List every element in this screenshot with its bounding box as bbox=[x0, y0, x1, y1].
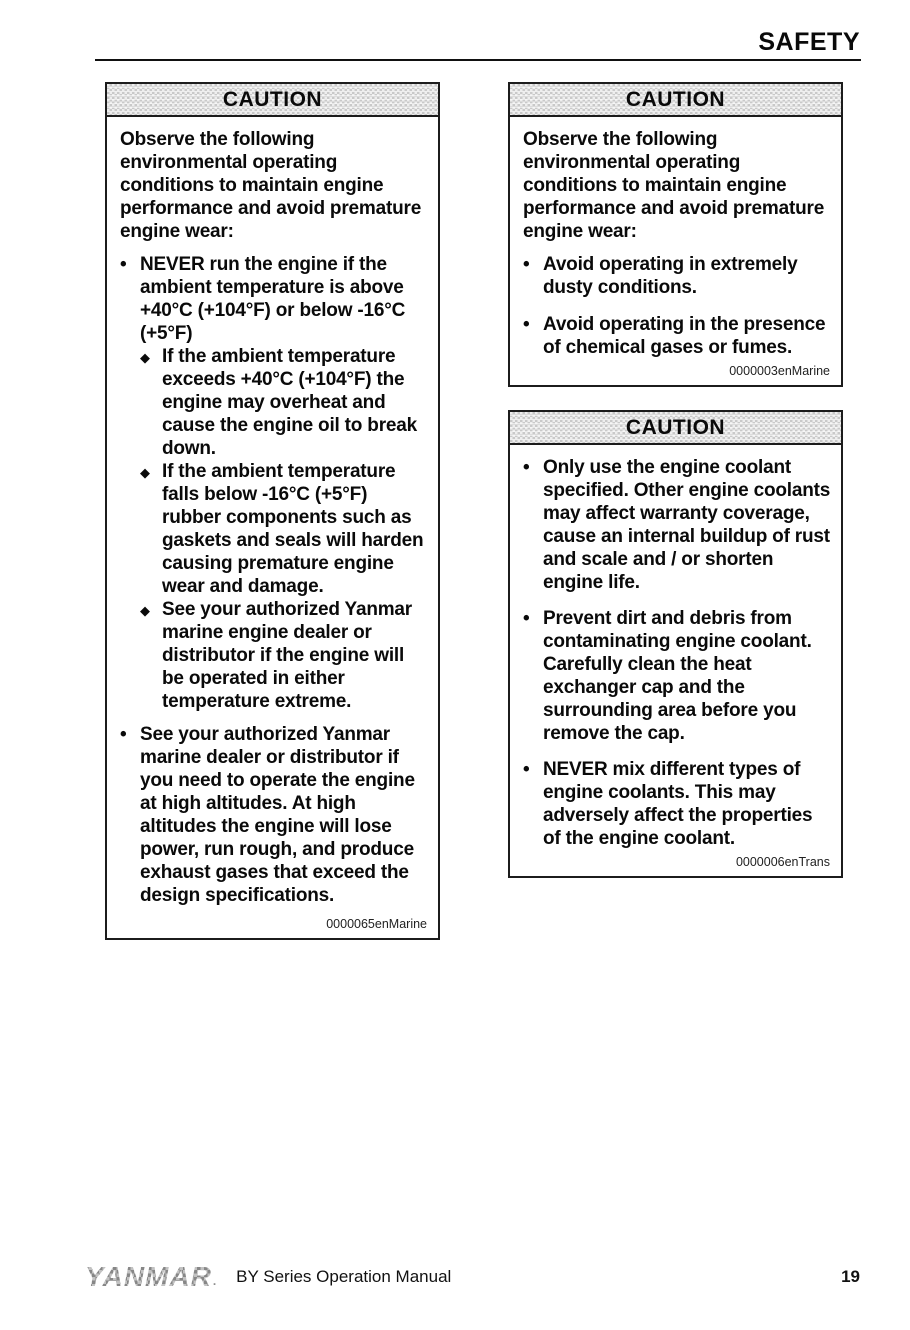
bullet-item bbox=[523, 313, 833, 359]
sub-bullet-item bbox=[140, 460, 430, 598]
diamond-bullet-icon: ◆ bbox=[140, 465, 150, 480]
diamond-bullet-icon: ◆ bbox=[140, 603, 150, 618]
bullet-icon: • bbox=[120, 724, 127, 745]
caution-header bbox=[510, 84, 841, 117]
caution-intro: Observe the following environmental operating conditions to maintain engine performance and avoid premature engine wear: bbox=[523, 129, 825, 242]
bullet-icon: • bbox=[523, 314, 530, 335]
page-footer bbox=[85, 1263, 860, 1291]
caution-body bbox=[510, 117, 841, 385]
document-code: 0000065enMarine bbox=[326, 917, 427, 931]
bullet-icon: • bbox=[120, 254, 127, 275]
caution-title: CAUTION bbox=[625, 87, 726, 111]
sub-bullet-text: See your authorized Yanmar marine engine dealer or distributor if the engine will be operated in either temperature extreme. bbox=[162, 599, 412, 712]
left-column bbox=[105, 82, 440, 963]
caution-intro: Observe the following environmental operating conditions to maintain engine performance and avoid premature engine wear: bbox=[120, 129, 422, 242]
caution-title: CAUTION bbox=[222, 87, 323, 111]
caution-box-coolant bbox=[508, 410, 843, 878]
bullet-text: Avoid operating in extremely dusty conditions. bbox=[543, 254, 798, 298]
sub-bullet-text: If the ambient temperature exceeds +40°C (+104°F) the engine may overheat and cause the engine oil to break down. bbox=[162, 346, 417, 459]
sub-bullet-item bbox=[140, 345, 430, 460]
bullet-text: Prevent dirt and debris from contaminating engine coolant. Carefully clean the heat exchanger cap and the surrounding area before you remove the cap. bbox=[543, 608, 812, 744]
bullet-item bbox=[523, 758, 833, 850]
sub-bullet-item bbox=[140, 598, 430, 713]
bullet-item bbox=[523, 456, 833, 594]
sub-bullet-text: If the ambient temperature falls below -16°C (+5°F) rubber components such as gaskets and seals will harden causing premature engine wear and damage. bbox=[162, 461, 424, 597]
document-code: 0000003enMarine bbox=[729, 364, 830, 378]
caution-header bbox=[107, 84, 438, 117]
bullet-icon: • bbox=[523, 457, 530, 478]
bullet-text: See your authorized Yanmar marine dealer or distributor if you need to operate the engine at high altitudes. At high altitudes the engine will lose power, run rough, and produce exhaust gases that exceed the design specifications. bbox=[140, 724, 415, 906]
caution-title: CAUTION bbox=[625, 415, 726, 439]
bullet-item bbox=[120, 723, 430, 907]
bullet-icon: • bbox=[523, 759, 530, 780]
bullet-item bbox=[523, 607, 833, 745]
page-number: 19 bbox=[841, 1267, 860, 1286]
bullet-icon: • bbox=[523, 254, 530, 275]
bullet-text: Only use the engine coolant specified. Other engine coolants may affect warranty coverage, cause an internal buildup of rust and scale and / or shorten engine life. bbox=[543, 457, 831, 593]
bullet-text: NEVER run the engine if the ambient temperature is above +40°C (+104°F) or below -16°C (+5°F) bbox=[140, 254, 406, 344]
yanmar-logo: YANMAR bbox=[85, 1261, 212, 1292]
caution-header bbox=[510, 412, 841, 445]
manual-title: BY Series Operation Manual bbox=[236, 1267, 452, 1286]
bullet-icon: • bbox=[523, 608, 530, 629]
caution-box-environment-temperature bbox=[105, 82, 440, 940]
caution-body bbox=[107, 117, 438, 938]
bullet-text: NEVER mix different types of engine coolants. This may adversely affect the properties of the engine coolant. bbox=[543, 759, 813, 849]
bullet-item bbox=[120, 253, 430, 345]
right-column bbox=[508, 82, 843, 901]
yanmar-logo-mark: . bbox=[212, 1274, 217, 1288]
header-divider bbox=[95, 59, 861, 61]
caution-body bbox=[510, 445, 841, 876]
caution-box-dust-fumes bbox=[508, 82, 843, 387]
page-title: SAFETY bbox=[758, 28, 860, 56]
document-code: 0000006enTrans bbox=[735, 855, 830, 869]
bullet-item bbox=[523, 253, 833, 299]
bullet-text: Avoid operating in the presence of chemical gases or fumes. bbox=[543, 314, 826, 358]
sub-bullet-list bbox=[140, 345, 430, 713]
diamond-bullet-icon: ◆ bbox=[140, 350, 150, 365]
